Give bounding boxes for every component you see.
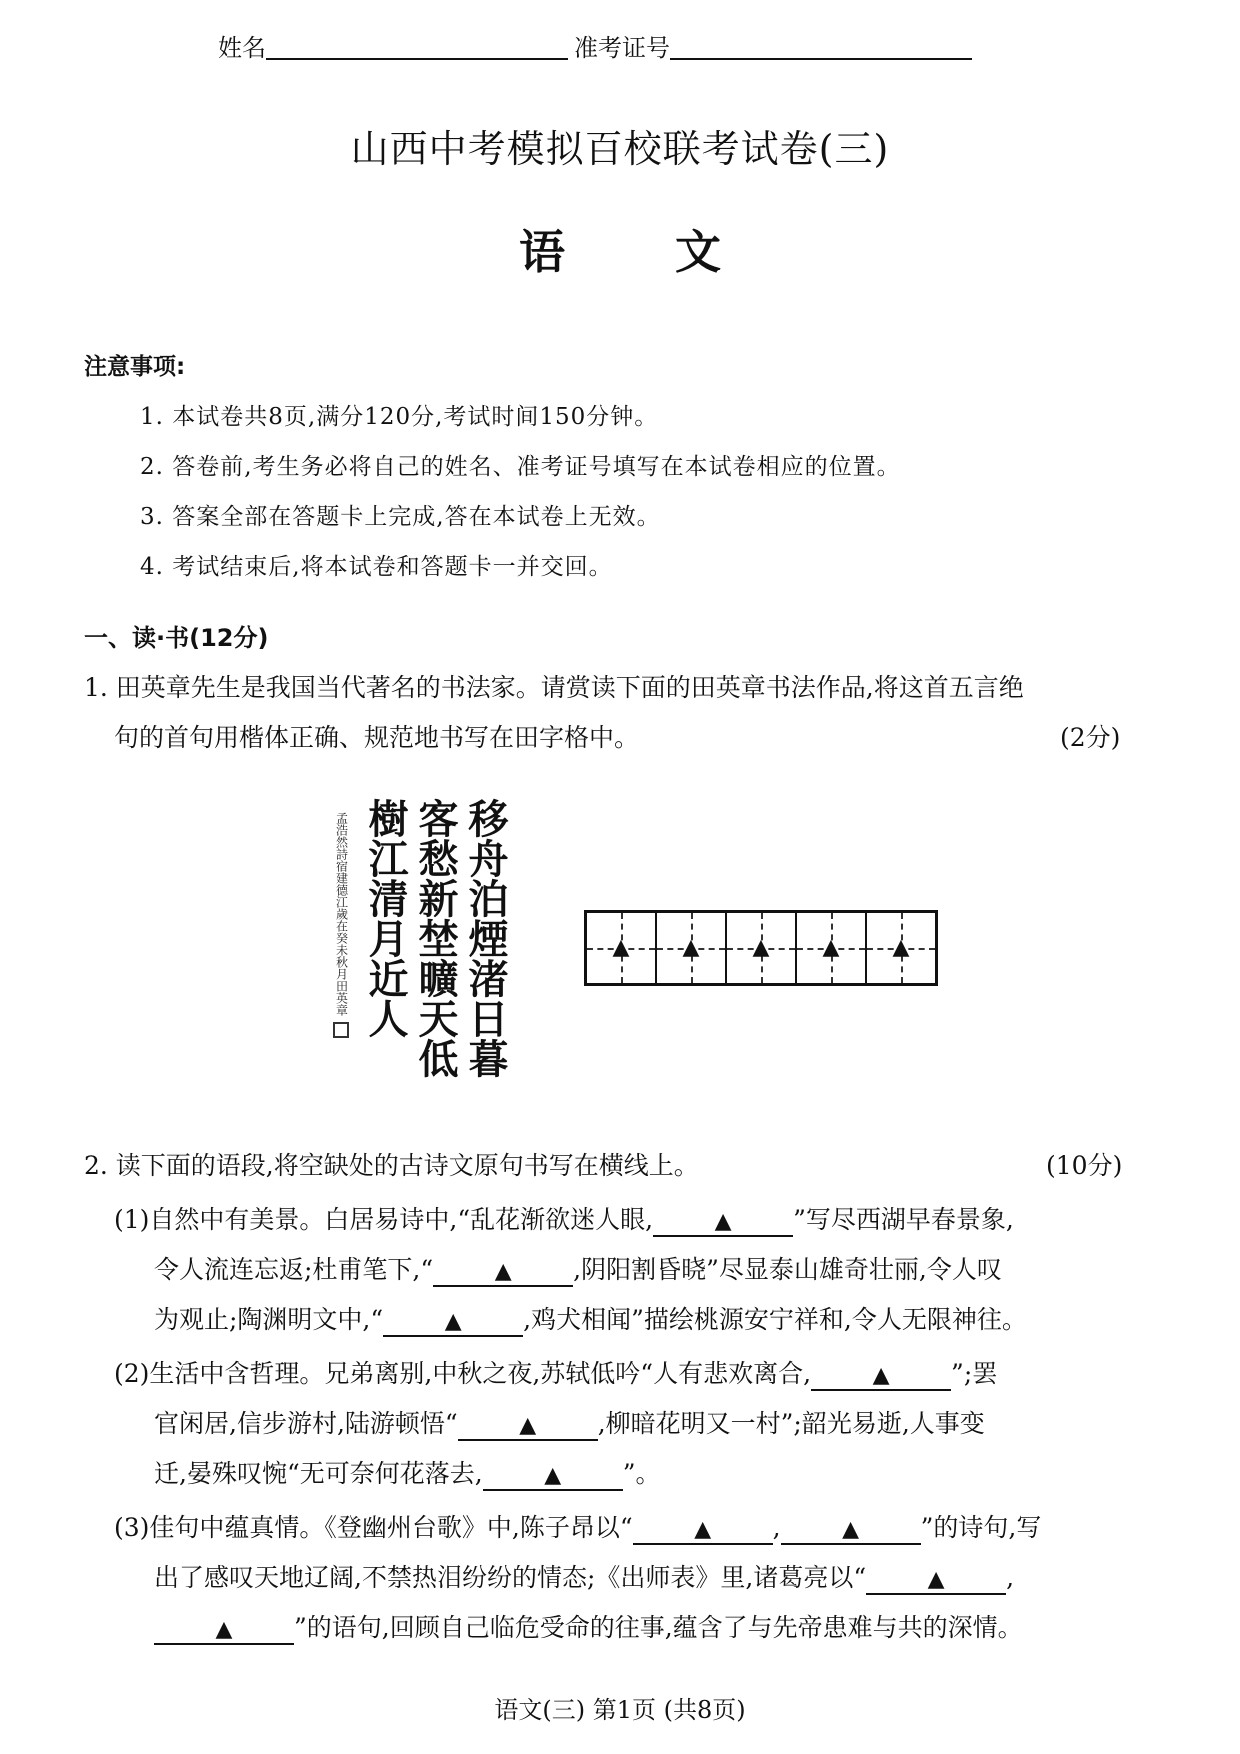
q2-part1-line2: 令人流连忘返;杜甫笔下,“ ▲ ,阴阳割昏晓”尽显泰山雄奇壮丽,令人叹 [154,1250,1002,1287]
name-input-line[interactable] [266,34,568,60]
question-1-text-cont: 句的首句用楷体正确、规范地书写在田字格中。 [114,723,640,752]
exam-id-label: 准考证号 [574,34,670,62]
notice-item: 2. 答卷前,考生务必将自己的姓名、准考证号填写在本试卷相应的位置。 [140,454,901,480]
triangle-mark-icon: ▲ [822,935,840,960]
name-field[interactable] [218,28,568,63]
triangle-mark-icon: ▲ [752,935,770,960]
q2-part2-line3: 迁,晏殊叹惋“无可奈何花落去, ▲ ”。 [154,1454,660,1491]
answer-blank[interactable]: ▲ [811,1361,951,1391]
notice-item: 1. 本试卷共8页,满分120分,考试时间150分钟。 [140,404,659,430]
name-label: 姓名 [218,34,266,62]
answer-blank[interactable]: ▲ [383,1307,523,1337]
answer-blank[interactable]: ▲ [483,1461,623,1491]
notice-heading: 注意事项: [84,354,186,380]
tianzige-grid[interactable] [584,910,938,986]
exam-title: 山西中考模拟百校联考试卷(三) [350,127,890,171]
calligraphy-column-1: 移舟泊煙渚日暮 [462,798,509,1078]
q2-part3-line1: (3)佳句中蕴真情。《登幽州台歌》中,陈子昂以“ ▲ , ▲ ”的诗句,写 [114,1508,1041,1545]
section-heading: 一、读·书(12分) [84,624,269,652]
page-footer: 语文(三) 第1页 (共8页) [494,1696,746,1724]
calligraphy-column-2: 客愁新埜曠天低 [412,798,459,1078]
question-2-score: (10分) [1046,1151,1123,1180]
q2-part1-line3: 为观止;陶渊明文中,“ ▲ ,鸡犬相闻”描绘桃源安宁祥和,令人无限神往。 [154,1300,1027,1337]
answer-blank[interactable]: ▲ [866,1565,1006,1595]
grid-cell[interactable] [727,913,797,983]
answer-blank[interactable]: ▲ [653,1207,793,1237]
subject-title: 语文 [519,225,831,279]
answer-blank[interactable]: ▲ [781,1515,921,1545]
exam-id-input-line[interactable] [670,34,972,60]
answer-blank[interactable]: ▲ [154,1615,294,1645]
notice-item: 3. 答案全部在答题卡上完成,答在本试卷上无效。 [140,504,661,530]
q2-part3-line3: ▲ ”的语句,回顾自己临危受命的往事,蕴含了与先帝患难与共的深情。 [154,1608,1023,1645]
grid-cell[interactable] [587,913,657,983]
answer-blank[interactable]: ▲ [433,1257,573,1287]
answer-blank[interactable]: ▲ [458,1411,598,1441]
q2-part3-line2: 出了感叹天地辽阔,不禁热泪纷纷的情态;《出师表》里,诸葛亮以“ ▲ , [154,1558,1014,1595]
question-2-text: 2. 读下面的语段,将空缺处的古诗文原句书写在横线上。 [84,1151,699,1180]
grid-cell[interactable] [867,913,935,983]
triangle-mark-icon: ▲ [892,935,910,960]
calligraphy-signature: 孟浩然詩宿建德江歲在癸未秋月田英章 [332,812,350,1038]
grid-cell[interactable] [797,913,867,983]
triangle-mark-icon: ▲ [612,935,630,960]
grid-cell[interactable] [657,913,727,983]
exam-id-field[interactable] [574,28,972,63]
q2-part2-line1: (2)生活中含哲理。兄弟离别,中秋之夜,苏轼低吟“人有悲欢离合, ▲ ”;罢 [114,1354,997,1391]
question-1-text: 1. 田英章先生是我国当代著名的书法家。请赏读下面的田英章书法作品,将这首五言绝 [84,673,1024,702]
seal-stamp [333,1022,349,1038]
notice-item: 4. 考试结束后,将本试卷和答题卡一并交回。 [140,554,613,580]
triangle-mark-icon: ▲ [682,935,700,960]
calligraphy-column-3: 樹江清月近人 [362,798,409,1038]
question-1-score: (2分) [1060,723,1121,752]
answer-blank[interactable]: ▲ [633,1515,773,1545]
q2-part1-line1: (1)自然中有美景。白居易诗中,“乱花渐欲迷人眼, ▲ ”写尽西湖早春景象, [114,1200,1014,1237]
q2-part2-line2: 官闲居,信步游村,陆游顿悟“ ▲ ,柳暗花明又一村”;韶光易逝,人事变 [154,1404,985,1441]
